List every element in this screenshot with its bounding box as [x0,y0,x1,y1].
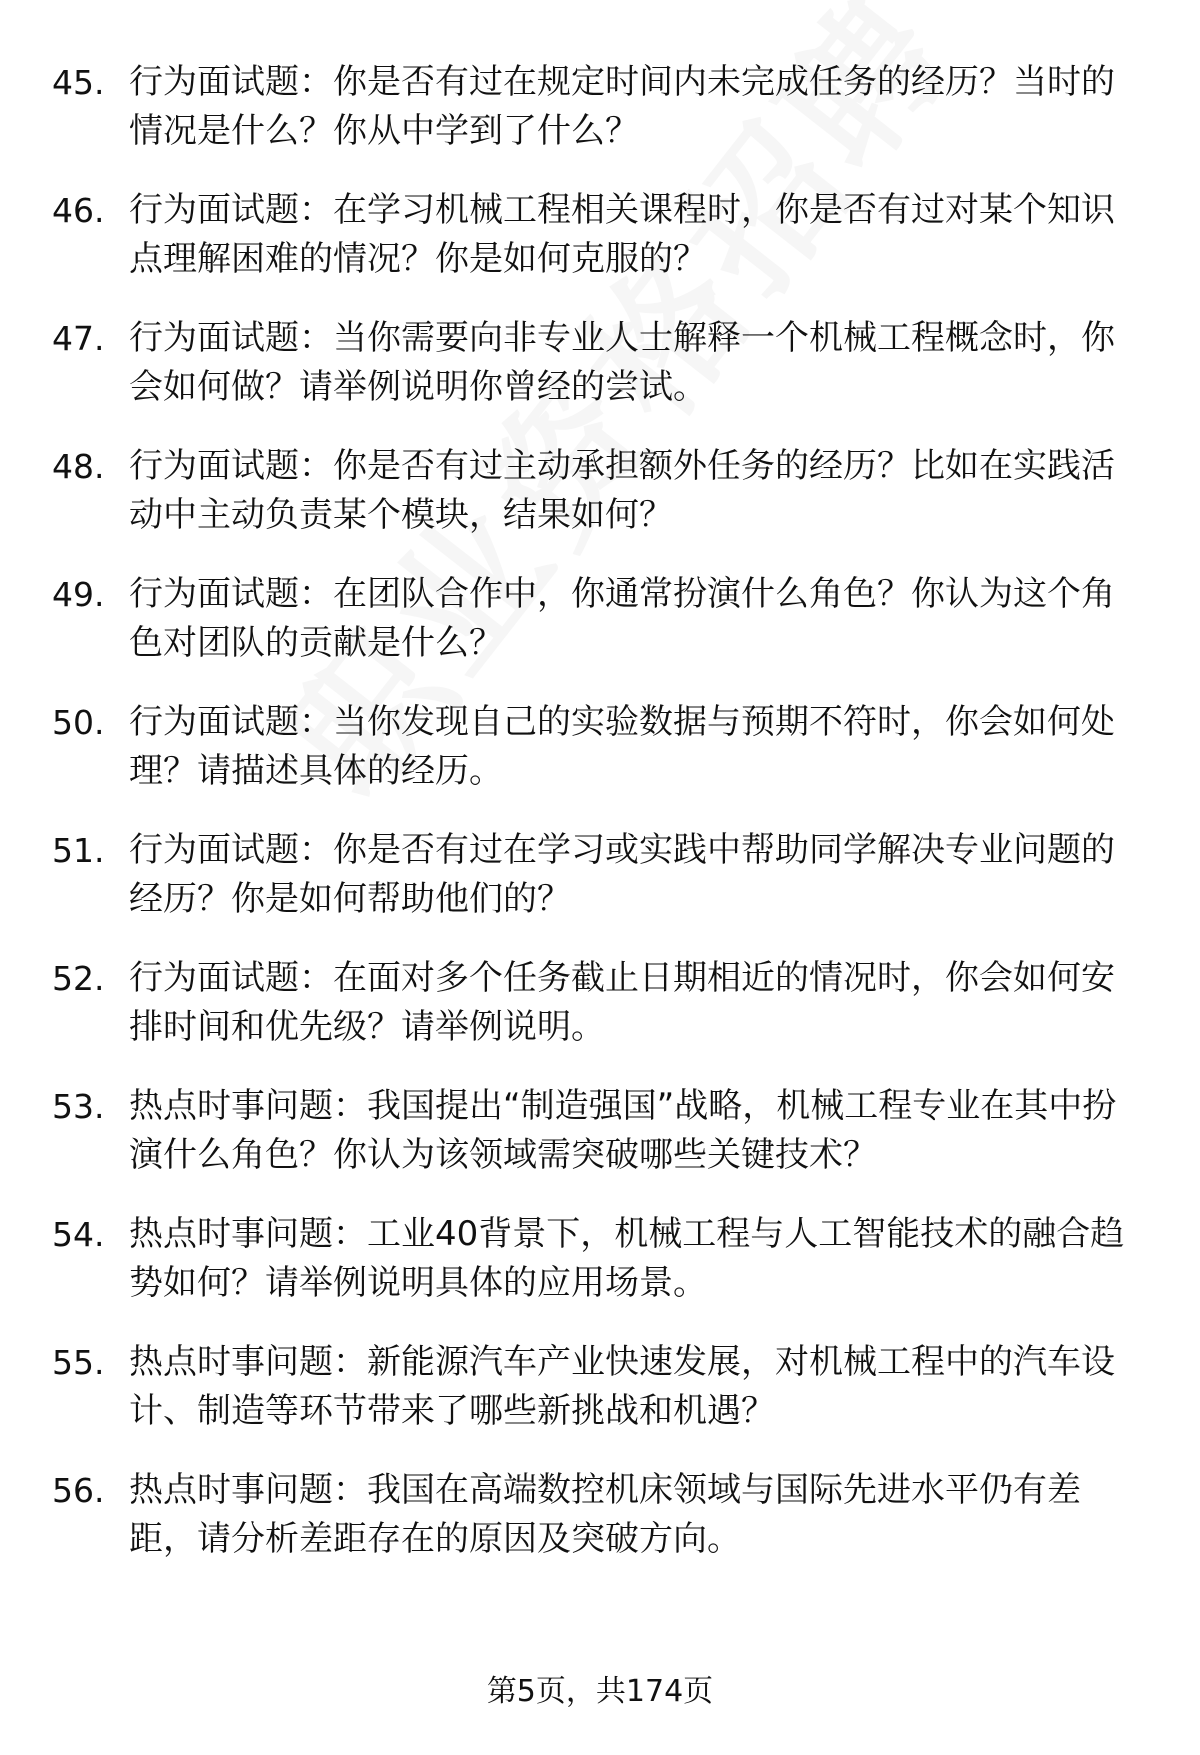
list-item [0,58,1200,186]
question-number: 56. [52,1471,105,1510]
question-text: 行为面试题：在面对多个任务截止日期相近的情况时，你会如何安排时间和优先级？请举例说明。 [129,958,1115,1047]
question-text: 热点时事问题：我国提出“制造强国”战略，机械工程专业在其中扮演什么角色？你认为该领域需突破哪些关键技术？ [129,1086,1117,1175]
question-number: 53. [52,1087,105,1126]
question-text: 行为面试题：你是否有过在规定时间内未完成任务的经历？当时的情况是什么？你从中学到了什么？ [129,62,1115,151]
page-number: 第5页，共174页 [486,1674,714,1709]
question-number: 47. [52,319,105,358]
question-text: 行为面试题：在团队合作中，你通常扮演什么角色？你认为这个角色对团队的贡献是什么？ [129,574,1115,663]
question-number: 49. [52,575,105,614]
question-text: 行为面试题：在学习机械工程相关课程时，你是否有过对某个知识点理解困难的情况？你是如何克服的？ [129,190,1115,279]
list-item [0,314,1200,442]
question-number: 50. [52,703,105,742]
question-text: 行为面试题：当你需要向非专业人士解释一个机械工程概念时，你会如何做？请举例说明你曾经的尝试。 [129,318,1115,407]
question-text: 行为面试题：当你发现自己的实验数据与预期不符时，你会如何处理？请描述具体的经历。 [129,702,1115,791]
question-text: 热点时事问题：我国在高端数控机床领域与国际先进水平仍有差距，请分析差距存在的原因及突破方向。 [129,1470,1081,1559]
question-text: 热点时事问题：工业40背景下，机械工程与人工智能技术的融合趋势如何？请举例说明具体的应用场景。 [129,1214,1125,1303]
question-text: 行为面试题：你是否有过主动承担额外任务的经历？比如在实践活动中主动负责某个模块，结果如何？ [129,446,1115,535]
question-text: 热点时事问题：新能源汽车产业快速发展，对机械工程中的汽车设计、制造等环节带来了哪些新挑战和机遇？ [129,1342,1115,1431]
question-number: 55. [52,1343,105,1382]
list-item [0,1466,1200,1594]
list-item [0,1210,1200,1338]
list-item [0,1082,1200,1210]
question-number: 48. [52,447,105,486]
question-text: 行为面试题：你是否有过在学习或实践中帮助同学解决专业问题的经历？你是如何帮助他们的？ [129,830,1115,919]
question-number: 51. [52,831,105,870]
list-item [0,1338,1200,1466]
list-item [0,570,1200,698]
question-number: 52. [52,959,105,998]
list-item [0,954,1200,1082]
list-item [0,186,1200,314]
list-item [0,698,1200,826]
question-list [0,58,1200,1594]
question-number: 54. [52,1215,105,1254]
list-item [0,826,1200,954]
question-number: 45. [52,63,105,102]
question-number: 46. [52,191,105,230]
list-item [0,442,1200,570]
